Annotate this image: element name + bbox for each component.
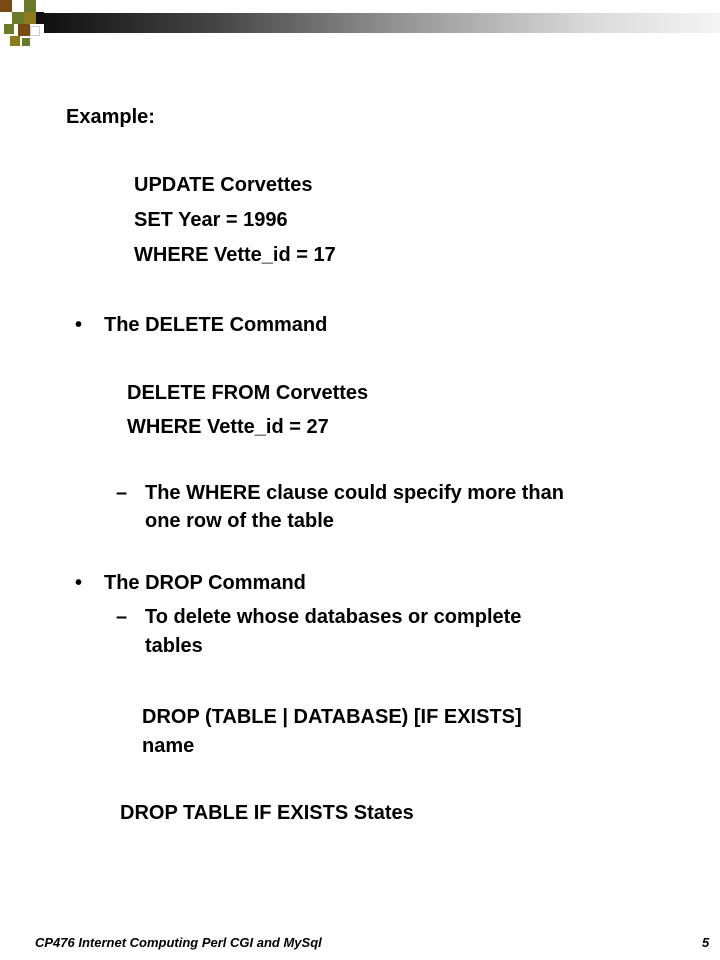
drop-example: DROP TABLE IF EXISTS States	[120, 802, 414, 824]
drop-heading: The DROP Command	[104, 572, 306, 594]
drop-note-line: tables	[145, 635, 203, 657]
update-code-line: SET Year = 1996	[134, 209, 288, 231]
logo-square	[30, 26, 40, 36]
delete-heading: The DELETE Command	[104, 314, 328, 336]
logo-square	[10, 36, 20, 46]
logo-square	[36, 0, 46, 10]
drop-syntax-line: DROP (TABLE | DATABASE) [IF EXISTS]	[142, 706, 522, 728]
logo-square	[24, 0, 36, 12]
example-label: Example:	[66, 106, 155, 128]
update-code-line: UPDATE Corvettes	[134, 174, 313, 196]
delete-code-line: DELETE FROM Corvettes	[127, 382, 369, 404]
drop-syntax-line: name	[142, 735, 195, 757]
logo-square	[36, 12, 44, 24]
logo-square	[0, 12, 12, 24]
delete-note-line: The WHERE clause could specify more than	[145, 482, 564, 504]
logo-square	[4, 24, 14, 34]
update-code-line: WHERE Vette_id = 17	[134, 244, 336, 266]
footer-course-title: CP476 Internet Computing Perl CGI and MySql	[35, 935, 322, 950]
dash-icon: –	[116, 482, 128, 504]
header-gradient-bar	[44, 13, 720, 33]
logo-square	[22, 38, 30, 46]
bullet-icon: •	[75, 314, 83, 336]
logo-square	[18, 24, 30, 36]
footer-page-number: 5	[702, 935, 710, 950]
dash-icon: –	[116, 606, 128, 628]
logo-square	[12, 0, 24, 12]
logo-square	[12, 12, 24, 24]
bullet-icon: •	[75, 572, 83, 594]
drop-note-line: To delete whose databases or complete	[145, 606, 522, 628]
logo-square	[0, 0, 12, 12]
logo-square	[24, 12, 36, 24]
delete-note-line: one row of the table	[145, 510, 334, 532]
delete-code-line: WHERE Vette_id = 27	[127, 416, 329, 438]
